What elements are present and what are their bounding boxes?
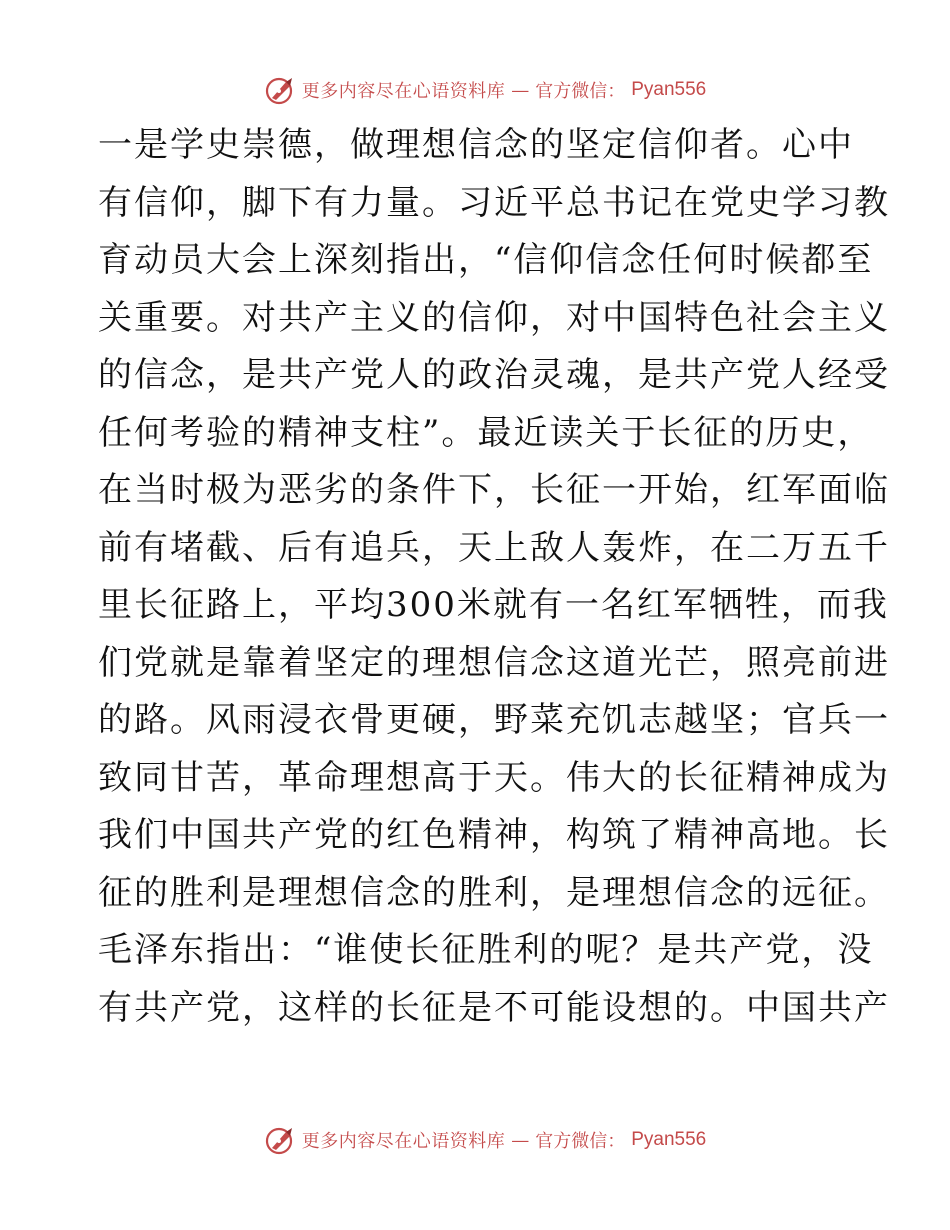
body-line: 一是学史崇德，做理想信念的坚定信仰者。心中	[98, 125, 854, 165]
header-wechat-id: Pyan556	[631, 79, 707, 100]
body-line: 征的胜利是理想信念的胜利，是理想信念的远征。	[98, 872, 890, 913]
body-line: 前有堵截、后有追兵，天上敌人轰炸，在二万五千	[98, 527, 890, 568]
header-separator: —	[511, 79, 530, 101]
body-line: 的路。风雨浸衣骨更硬，野菜充饥志越坚；官兵一	[98, 700, 890, 740]
body-line: 们党就是靠着坚定的理想信念这道光芒，照亮前进	[98, 642, 890, 683]
body-line: 关重要。对共产主义的信仰，对中国特色社会主义	[98, 297, 890, 338]
pen-nib-circle-logo-icon	[264, 74, 296, 106]
body-line: 毛泽东指出：“谁使长征胜利的呢？是共产党，没	[98, 930, 874, 970]
footer-banner	[0, 1120, 950, 1160]
body-line: 里长征路上，平均300米就有一名红军牺牲，而我	[98, 585, 889, 625]
header-banner-inner	[264, 74, 707, 106]
footer-separator: —	[511, 1129, 530, 1151]
footer-wechat-id: Pyan556	[631, 1129, 707, 1150]
footer-banner-inner	[264, 1124, 707, 1156]
body-line: 的信念，是共产党人的政治灵魂，是共产党人经受	[98, 355, 890, 395]
pen-nib-circle-logo-icon	[264, 1124, 296, 1156]
header-banner	[0, 70, 950, 110]
document-body	[98, 117, 890, 1037]
header-promo-text: 更多内容尽在心语资料库	[301, 81, 506, 102]
footer-promo-text: 更多内容尽在心语资料库	[301, 1131, 506, 1152]
body-line: 致同甘苦，革命理想高于天。伟大的长征精神成为	[98, 757, 890, 798]
footer-wechat-label: 官方微信：	[535, 1131, 626, 1152]
header-wechat-label: 官方微信：	[535, 81, 626, 102]
body-line: 我们中国共产党的红色精神，构筑了精神高地。长	[98, 815, 890, 855]
body-line: 任何考验的精神支柱”。最近读关于长征的历史，	[98, 412, 874, 453]
body-line: 有共产党，这样的长征是不可能设想的。中国共产	[98, 987, 890, 1028]
body-line: 有信仰，脚下有力量。习近平总书记在党史学习教	[98, 182, 890, 223]
body-line: 在当时极为恶劣的条件下，长征一开始，红军面临	[98, 470, 890, 510]
body-line: 育动员大会上深刻指出，“信仰信念任何时候都至	[98, 240, 874, 280]
